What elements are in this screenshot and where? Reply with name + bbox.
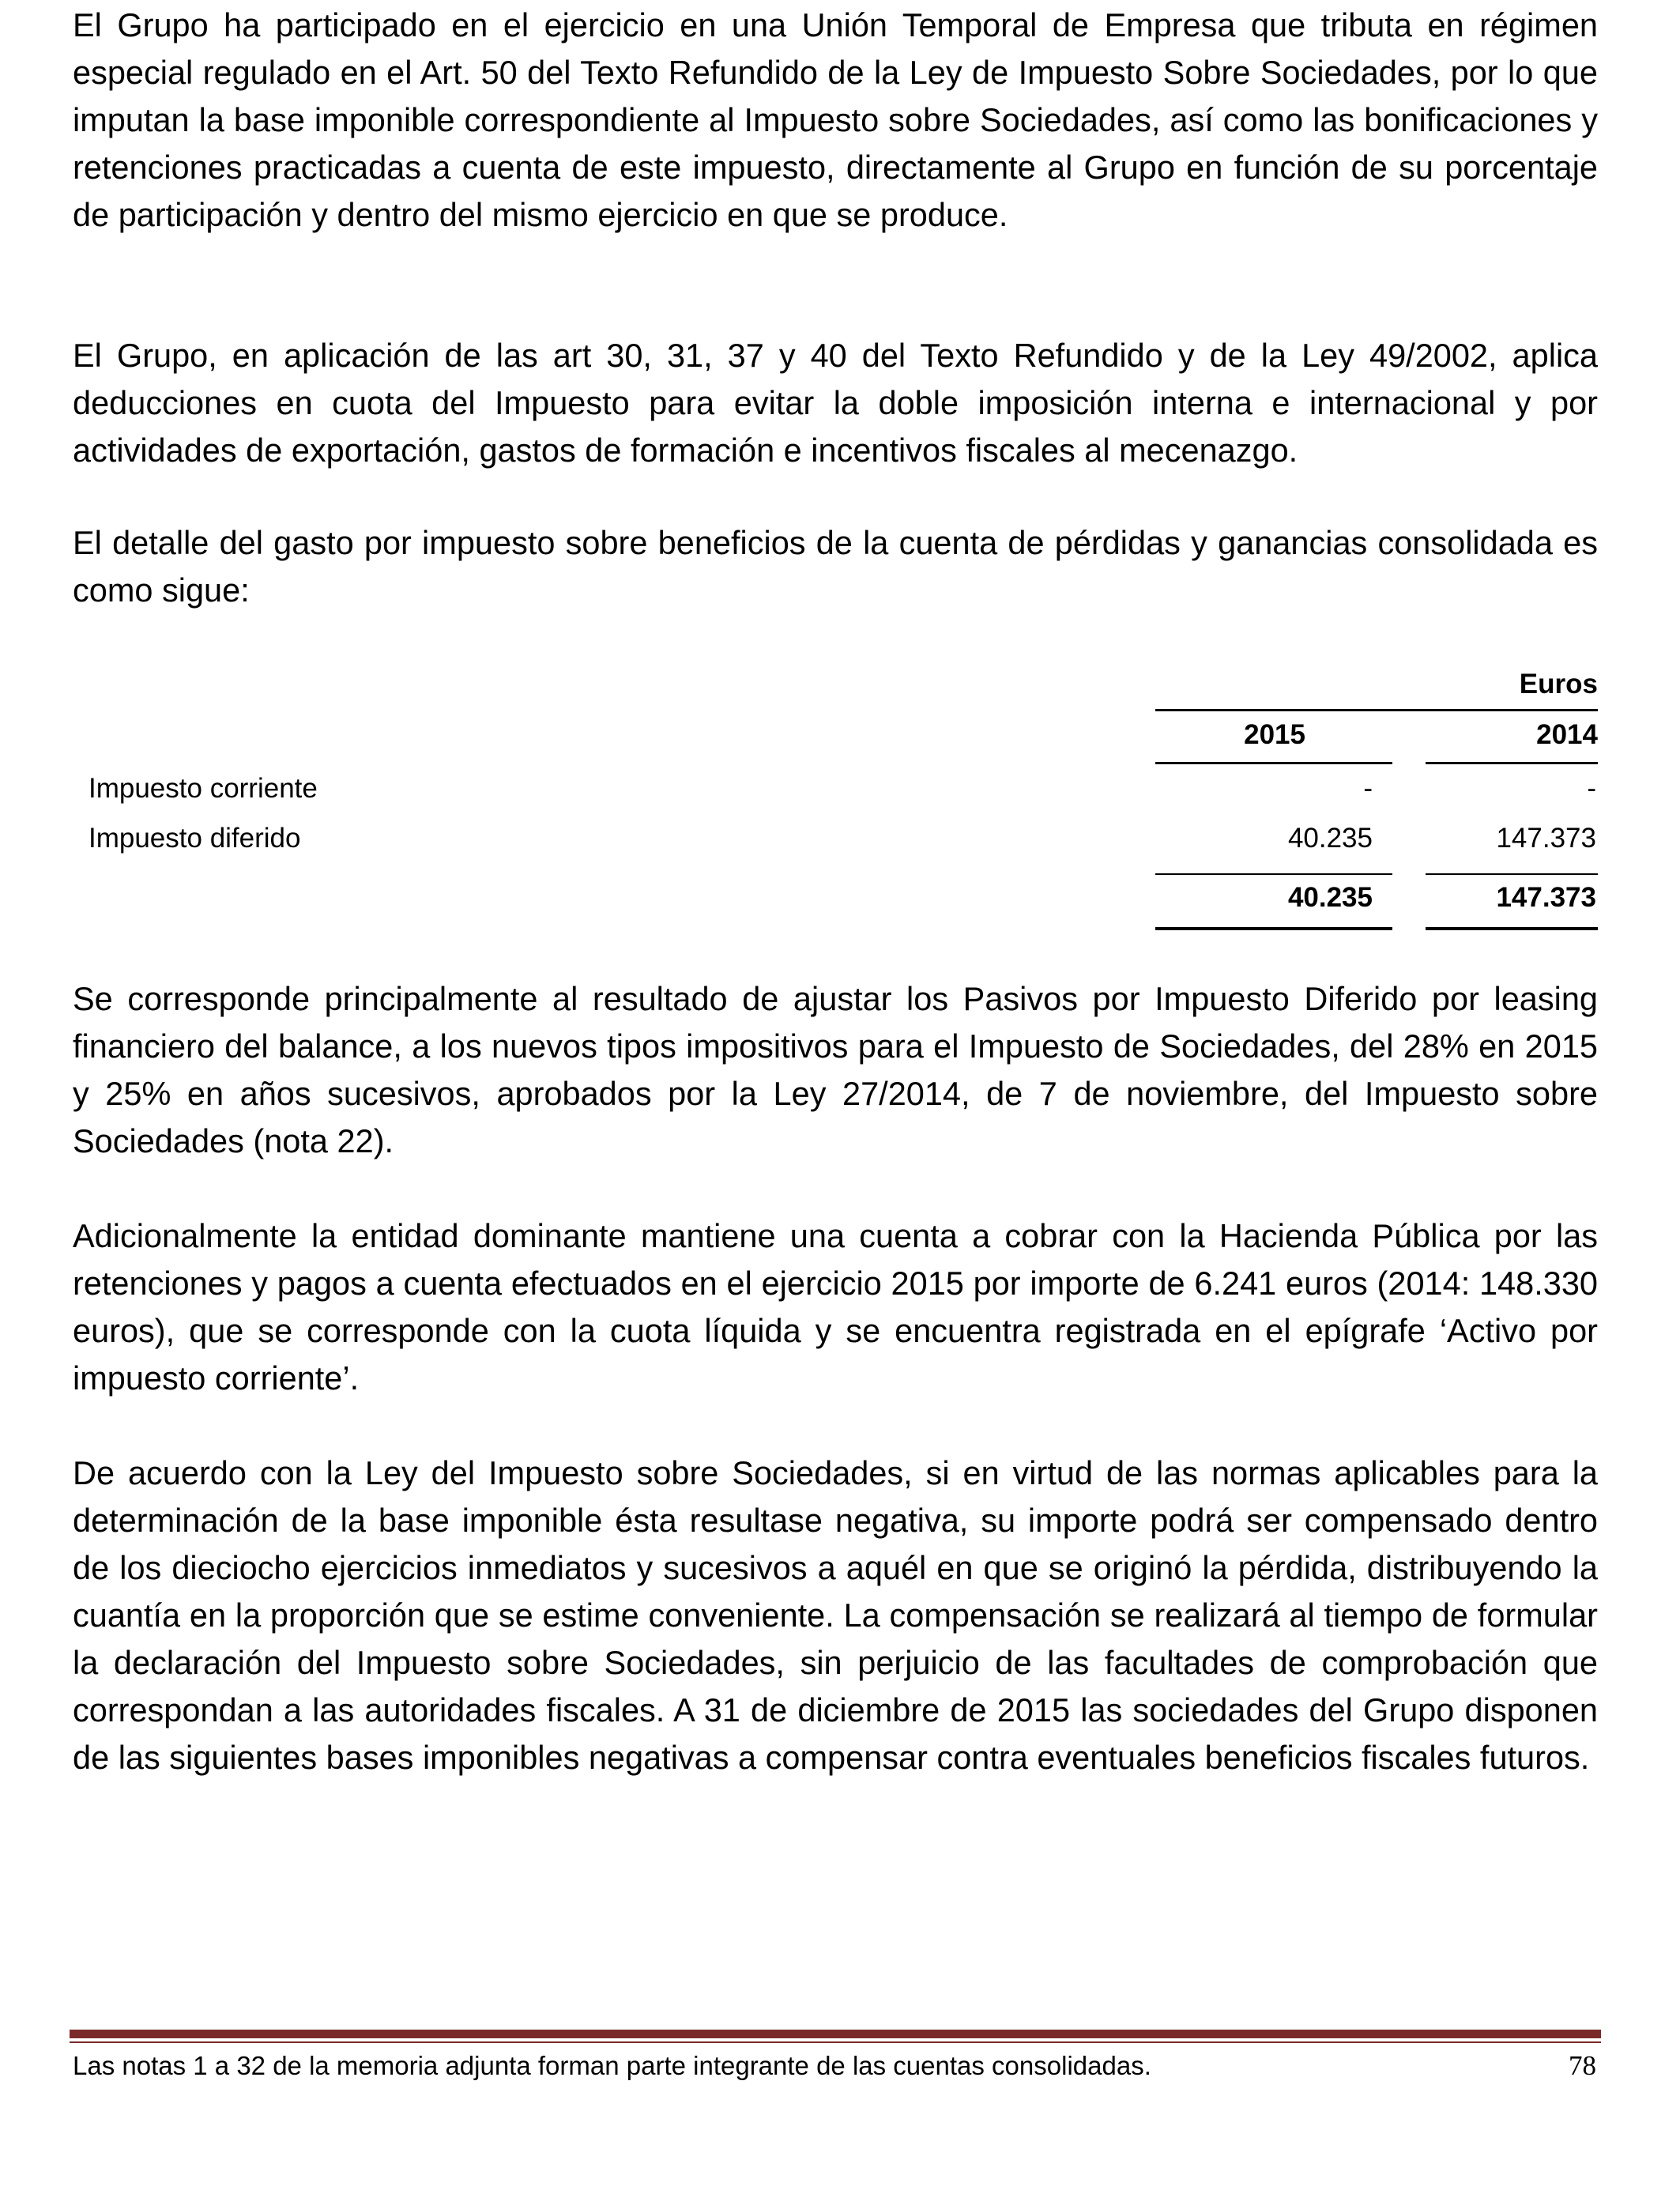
total-rule-2015 (1155, 927, 1392, 930)
page-number: 78 (1569, 2050, 1596, 2081)
column-rule-2015 (1155, 762, 1392, 764)
paragraph-tax-receivable: Adicionalmente la entidad dominante mantiene una cuenta a cobrar con la Hacienda Pública por las retenciones y pagos a cuenta efectuados en el ejercicio 2015 por importe de 6.241 euros (2014: 148.330 euros), que se corresponde con la cuota líquida y se encuentra registrada en el epígrafe ‘Activo por impuesto corriente’. (73, 1217, 1598, 1397)
column-header-2015: 2015 (1244, 719, 1305, 750)
footer-rule (70, 2030, 1601, 2038)
row-label-deferred-tax: Impuesto diferido (89, 823, 301, 854)
tax-expense-table (73, 664, 1598, 933)
footer-rule-thin (70, 2041, 1601, 2043)
current-tax-2015: - (1363, 773, 1373, 804)
total-rule-2014 (1426, 927, 1598, 930)
deferred-tax-2015: 40.235 (1287, 823, 1373, 854)
column-header-2014: 2014 (1536, 719, 1598, 750)
total-2015: 40.235 (1287, 882, 1373, 913)
total-2014: 147.373 (1496, 882, 1596, 913)
currency-header: Euros (1519, 669, 1598, 699)
paragraph-deferred-tax-explanation: Se corresponde principalmente al resultado de ajustar los Pasivos por Impuesto Diferido por leasing financiero del balance, a los nuevos tipos impositivos para el Impuesto de Sociedades, del 28% en 2015 y 25% en años sucesivos, aprobados por la Ley 27/2014, de 7 de noviembre, del Impuesto sobre Sociedades (nota 22). (73, 980, 1598, 1159)
paragraph-tax-loss-carryforward: De acuerdo con la Ley del Impuesto sobre Sociedades, si en virtud de las normas aplicables para la determinación de la base imponible ésta resultase negativa, su importe podrá ser compensado dentro de los dieciocho ejercicios inmediatos y sucesivos a aquél en que se originó la pérdida, distribuyendo la cuantía en la proporción que se estime conveniente. La compensación se realizará al tiempo de formular la declaración del Impuesto sobre Sociedades, sin perjuicio de las facultades de comprobación que correspondan a las autoridades fiscales. A 31 de diciembre de 2015 las sociedades del Grupo disponen de las siguientes bases imponibles negativas a compensar contra eventuales beneficios fiscales futuros. (73, 1454, 1598, 1776)
column-rule-2014 (1426, 762, 1598, 764)
current-tax-2014: - (1587, 773, 1596, 804)
footer-note: Las notas 1 a 32 de la memoria adjunta forman parte integrante de las cuentas consolidadas. (73, 2051, 1151, 2080)
deferred-tax-2014: 147.373 (1496, 823, 1596, 854)
paragraph-ute-taxation: El Grupo ha participado en el ejercicio en una Unión Temporal de Empresa que tributa en régimen especial regulado en el Art. 50 del Texto Refundido de la Ley de Impuesto Sobre Sociedades, por lo que imputan la base imponible correspondiente al Impuesto sobre Sociedades, así como las bonificaciones y retenciones practicadas a cuenta de este impuesto, directamente al Grupo en función de su porcentaje de participación y dentro del mismo ejercicio en que se produce. (73, 6, 1598, 233)
row-label-current-tax: Impuesto corriente (89, 773, 318, 804)
subtotal-rule-2014 (1426, 873, 1598, 875)
paragraph-tax-deductions: El Grupo, en aplicación de las art 30, 31, 37 y 40 del Texto Refundido y de la Ley 49/2002, aplica deducciones en cuota del Impuesto para evitar la doble imposición interna e internacional y por actividades de exportación, gastos de formación e incentivos fiscales al mecenazgo. (73, 337, 1598, 469)
header-rule (1155, 709, 1598, 711)
paragraph-tax-expense-intro: El detalle del gasto por impuesto sobre beneficios de la cuenta de pérdidas y ganancias consolidada es como sigue: (73, 524, 1598, 609)
subtotal-rule-2015 (1155, 873, 1392, 875)
